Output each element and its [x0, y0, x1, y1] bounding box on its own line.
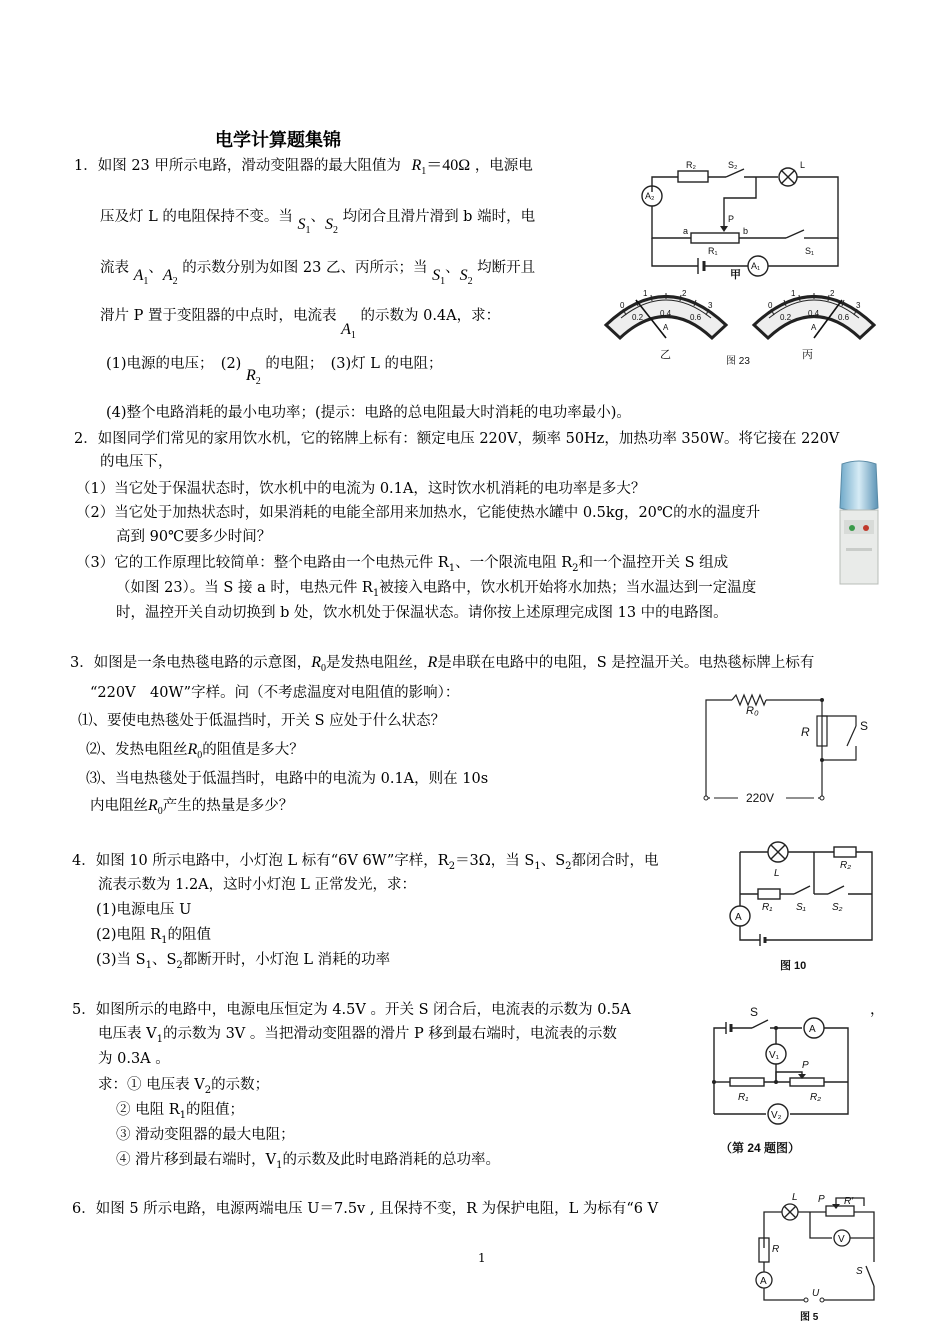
q3-line6: 内电阻丝$R_0$产生的热量是多少？ — [90, 797, 294, 817]
label-v1: V₁ — [769, 1050, 780, 1061]
label-a: A — [809, 1024, 816, 1035]
svg-text:0.2: 0.2 — [632, 313, 644, 322]
label-r2: R₂ — [840, 860, 852, 871]
q4-line3: (1)电源电压 U — [96, 902, 192, 918]
label-l: L — [792, 1192, 798, 1203]
q5-line1-comma: ， — [870, 1002, 885, 1018]
q2-line2: 的电压下， — [100, 454, 173, 470]
label-a1: A₁ — [751, 261, 761, 271]
svg-text:3: 3 — [708, 301, 713, 310]
label-p: P — [818, 1194, 825, 1205]
label-r: R — [801, 725, 810, 739]
label-a: a — [683, 226, 689, 236]
figure-23-caption: 图 23 — [726, 356, 750, 367]
svg-text:3: 3 — [856, 301, 861, 310]
slider-r2 — [790, 1078, 824, 1086]
q4-line1: 4．如图 10 所示电路中，小灯泡 L 标有“6V 6W”字样，$R_2=3\Omega$，当 $S_1$、$S_2$都闭合时，电 — [72, 853, 659, 872]
label-s2: S₂ — [728, 160, 738, 170]
label-s1: S₁ — [796, 902, 806, 913]
q2-line8: 时，温控开关自动切换到 b 处，饮水机处于保温状态。请你按上述原理完成图 13 中的电路图。 — [116, 605, 728, 621]
resistor-r1 — [758, 889, 780, 899]
label-rp: R′ — [844, 1196, 854, 1207]
q1-line3: 流表 $A_1$、$A_2$ 的示数分别为如图 23 乙、丙所示；当 $S_1$、$S_2$ 均断开且 — [100, 260, 536, 287]
svg-text:1: 1 — [643, 289, 648, 298]
figure-23 — [596, 150, 876, 375]
label-a: A — [735, 912, 742, 923]
q3-line4: ⑵、发热电阻丝$R_0$的阻值是多大？ — [86, 741, 304, 761]
figure-10 — [722, 836, 882, 976]
label-p: P — [802, 1060, 809, 1071]
switch-s — [847, 726, 856, 746]
q2-line5: 高到 90℃要多少时间？ — [116, 529, 272, 545]
figure-24 — [706, 1002, 856, 1158]
svg-text:0.4: 0.4 — [808, 309, 820, 318]
q1-line6: (4)整个电路消耗的最小电功率；(提示：电路的总电阻最大时消耗的电功率最小)。 — [106, 405, 631, 421]
label-b: b — [743, 226, 749, 236]
q5-line3: 为 0.3A 。 — [98, 1051, 170, 1067]
ammeter-dial-bing — [754, 289, 874, 338]
figure-5 — [748, 1190, 888, 1326]
rheostat-rp — [826, 1206, 854, 1216]
q2-line3: （1）当它处于保温状态时，饮水机中的电流为 0.1A，这时饮水机消耗的电功率是多大？ — [76, 481, 646, 497]
label-a: A — [760, 1276, 767, 1287]
figure-24-caption: （第 24 题图） — [720, 1141, 801, 1155]
svg-text:0.2: 0.2 — [780, 313, 792, 322]
svg-text:0: 0 — [620, 301, 625, 310]
svg-text:2: 2 — [830, 289, 835, 298]
q3-line5: ⑶、当电热毯处于低温挡时，电路中的电流为 0.1A，则在 10s — [86, 771, 489, 787]
page-number: 1 — [478, 1251, 486, 1265]
label-jia: 甲 — [730, 269, 741, 281]
label-s: S — [750, 1005, 759, 1019]
label-r1: R₁ — [738, 1092, 749, 1103]
label-r1: R₁ — [708, 246, 718, 256]
q4-line5: (3)当 $S_1$、$S_2$都断开时，小灯泡 L 消耗的功率 — [96, 952, 391, 971]
q5-line4: 求：① 电压表 $V_2$的示数； — [98, 1077, 270, 1096]
label-v: V — [838, 1234, 845, 1245]
label-v2: V₂ — [771, 1110, 782, 1121]
figure-5-caption: 图 5 — [800, 1312, 819, 1323]
q4-line2: 流表示数为 1.2A，这时小灯泡 L 正常发光，求： — [98, 877, 416, 893]
label-r1: R₁ — [762, 902, 773, 913]
label-r0: R₀ — [746, 705, 759, 717]
q1-line2: 压及灯 L 的电阻保持不变。当 $S_1$、$S_2$ 均闭合且滑片滑到 b 端时，电 — [100, 209, 536, 236]
label-r2: R₂ — [686, 160, 696, 170]
heating-wire-r0 — [732, 695, 766, 705]
label-s2: S₂ — [832, 902, 843, 913]
label-yi: 乙 — [660, 349, 671, 361]
q6-line1: 6．如图 5 所示电路，电源两端电压 U＝7.5v , 且保持不变，R 为保护电阻，L 为标有“6 V — [72, 1201, 659, 1217]
resistor-r2 — [834, 847, 856, 857]
label-220v: 220V — [746, 791, 775, 805]
ammeter-dial-yi — [606, 289, 726, 338]
electric-blanket-circuit — [696, 686, 876, 808]
q1-line5: (1)电源的电压； (2) $R_2$ 的电阻； (3)灯 L 的电阻； — [106, 356, 443, 387]
resistor-r1 — [730, 1078, 764, 1086]
svg-text:0.6: 0.6 — [838, 313, 850, 322]
label-l: L — [774, 868, 780, 879]
svg-text:0: 0 — [768, 301, 773, 310]
slider-r1 — [691, 233, 739, 243]
label-p: P — [728, 214, 735, 224]
label-r: R — [772, 1244, 780, 1255]
q5-line6: ③ 滑动变阻器的最大电阻； — [116, 1127, 295, 1143]
label-s: S — [860, 719, 869, 733]
svg-text:0.6: 0.6 — [690, 313, 702, 322]
figure-10-caption: 图 10 — [780, 960, 807, 972]
q2-line7: （如图 23）。当 S 接 a 时，电热元件 $R_1$被接入电路中，饮水机开始将水加热；当水温达到一定温度 — [116, 580, 757, 599]
q1-line4: 滑片 P 置于变阻器的中点时，电流表 $A_1$ 的示数为 0.4A，求： — [100, 308, 501, 341]
q3-line2: “220V 40W”字样。问（不考虑温度对电阻值的影响）： — [90, 685, 460, 701]
svg-text:A: A — [663, 323, 669, 332]
label-a2: A₂ — [645, 191, 655, 201]
page-title: 电学计算题集锦 — [215, 130, 341, 151]
q5-line7: ④ 滑片移到最右端时，$V_1$的示数及此时电路消耗的总功率。 — [116, 1152, 500, 1171]
resistor-r2 — [678, 171, 708, 182]
q2-line6: （3）它的工作原理比较简单：整个电路由一个电热元件 $R_1$、一个限流电阻 $R_2$和一个温控开关 S 组成 — [76, 555, 729, 574]
svg-text:0.4: 0.4 — [660, 309, 672, 318]
label-l: L — [800, 160, 806, 170]
svg-text:1: 1 — [791, 289, 796, 298]
svg-text:A: A — [811, 323, 817, 332]
water-dispenser-figure — [832, 458, 886, 586]
label-bing: 丙 — [802, 349, 813, 361]
label-s1: S₁ — [805, 246, 815, 256]
label-s: S — [856, 1266, 863, 1277]
q2-line4: （2）当它处于加热状态时，如果消耗的电能全部用来加热水，它能使热水罐中 0.5kg，20℃的水的温度升 — [76, 505, 761, 521]
q5-line5: ② 电阻 $R_1$的阻值； — [116, 1102, 245, 1121]
q3-line1: 3．如图是一条电热毯电路的示意图，$R_0$是发热电阻丝，R是串联在电路中的电阻，S 是控温开关。电热毯标牌上标有 — [70, 654, 815, 674]
q1-line1: 1．如图 23 甲所示电路，滑动变阻器的最大阻值为 $R_1=40\Omega$ ，电源电 — [74, 157, 533, 177]
q3-line3: ⑴、要使电热毯处于低温挡时，开关 S 应处于什么状态？ — [78, 713, 446, 729]
q2-line1: 2．如图同学们常见的家用饮水机，它的铭牌上标有：额定电压 220V，频率 50Hz，加热功率 350W。将它接在 220V — [74, 431, 840, 447]
q5-line1: 5．如图所示的电路中，电源电压恒定为 4.5V 。开关 S 闭合后，电流表的示数为 0.5A — [72, 1002, 631, 1018]
label-u: U — [812, 1288, 820, 1299]
q5-line2: 电压表 $V_1$的示数为 3V 。当把滑动变阻器的滑片 P 移到最右端时，电流表的示数 — [98, 1026, 617, 1045]
q4-line4: (2)电阻 $R_1$的阻值 — [96, 927, 211, 946]
label-r2: R₂ — [810, 1092, 822, 1103]
svg-text:2: 2 — [682, 289, 687, 298]
